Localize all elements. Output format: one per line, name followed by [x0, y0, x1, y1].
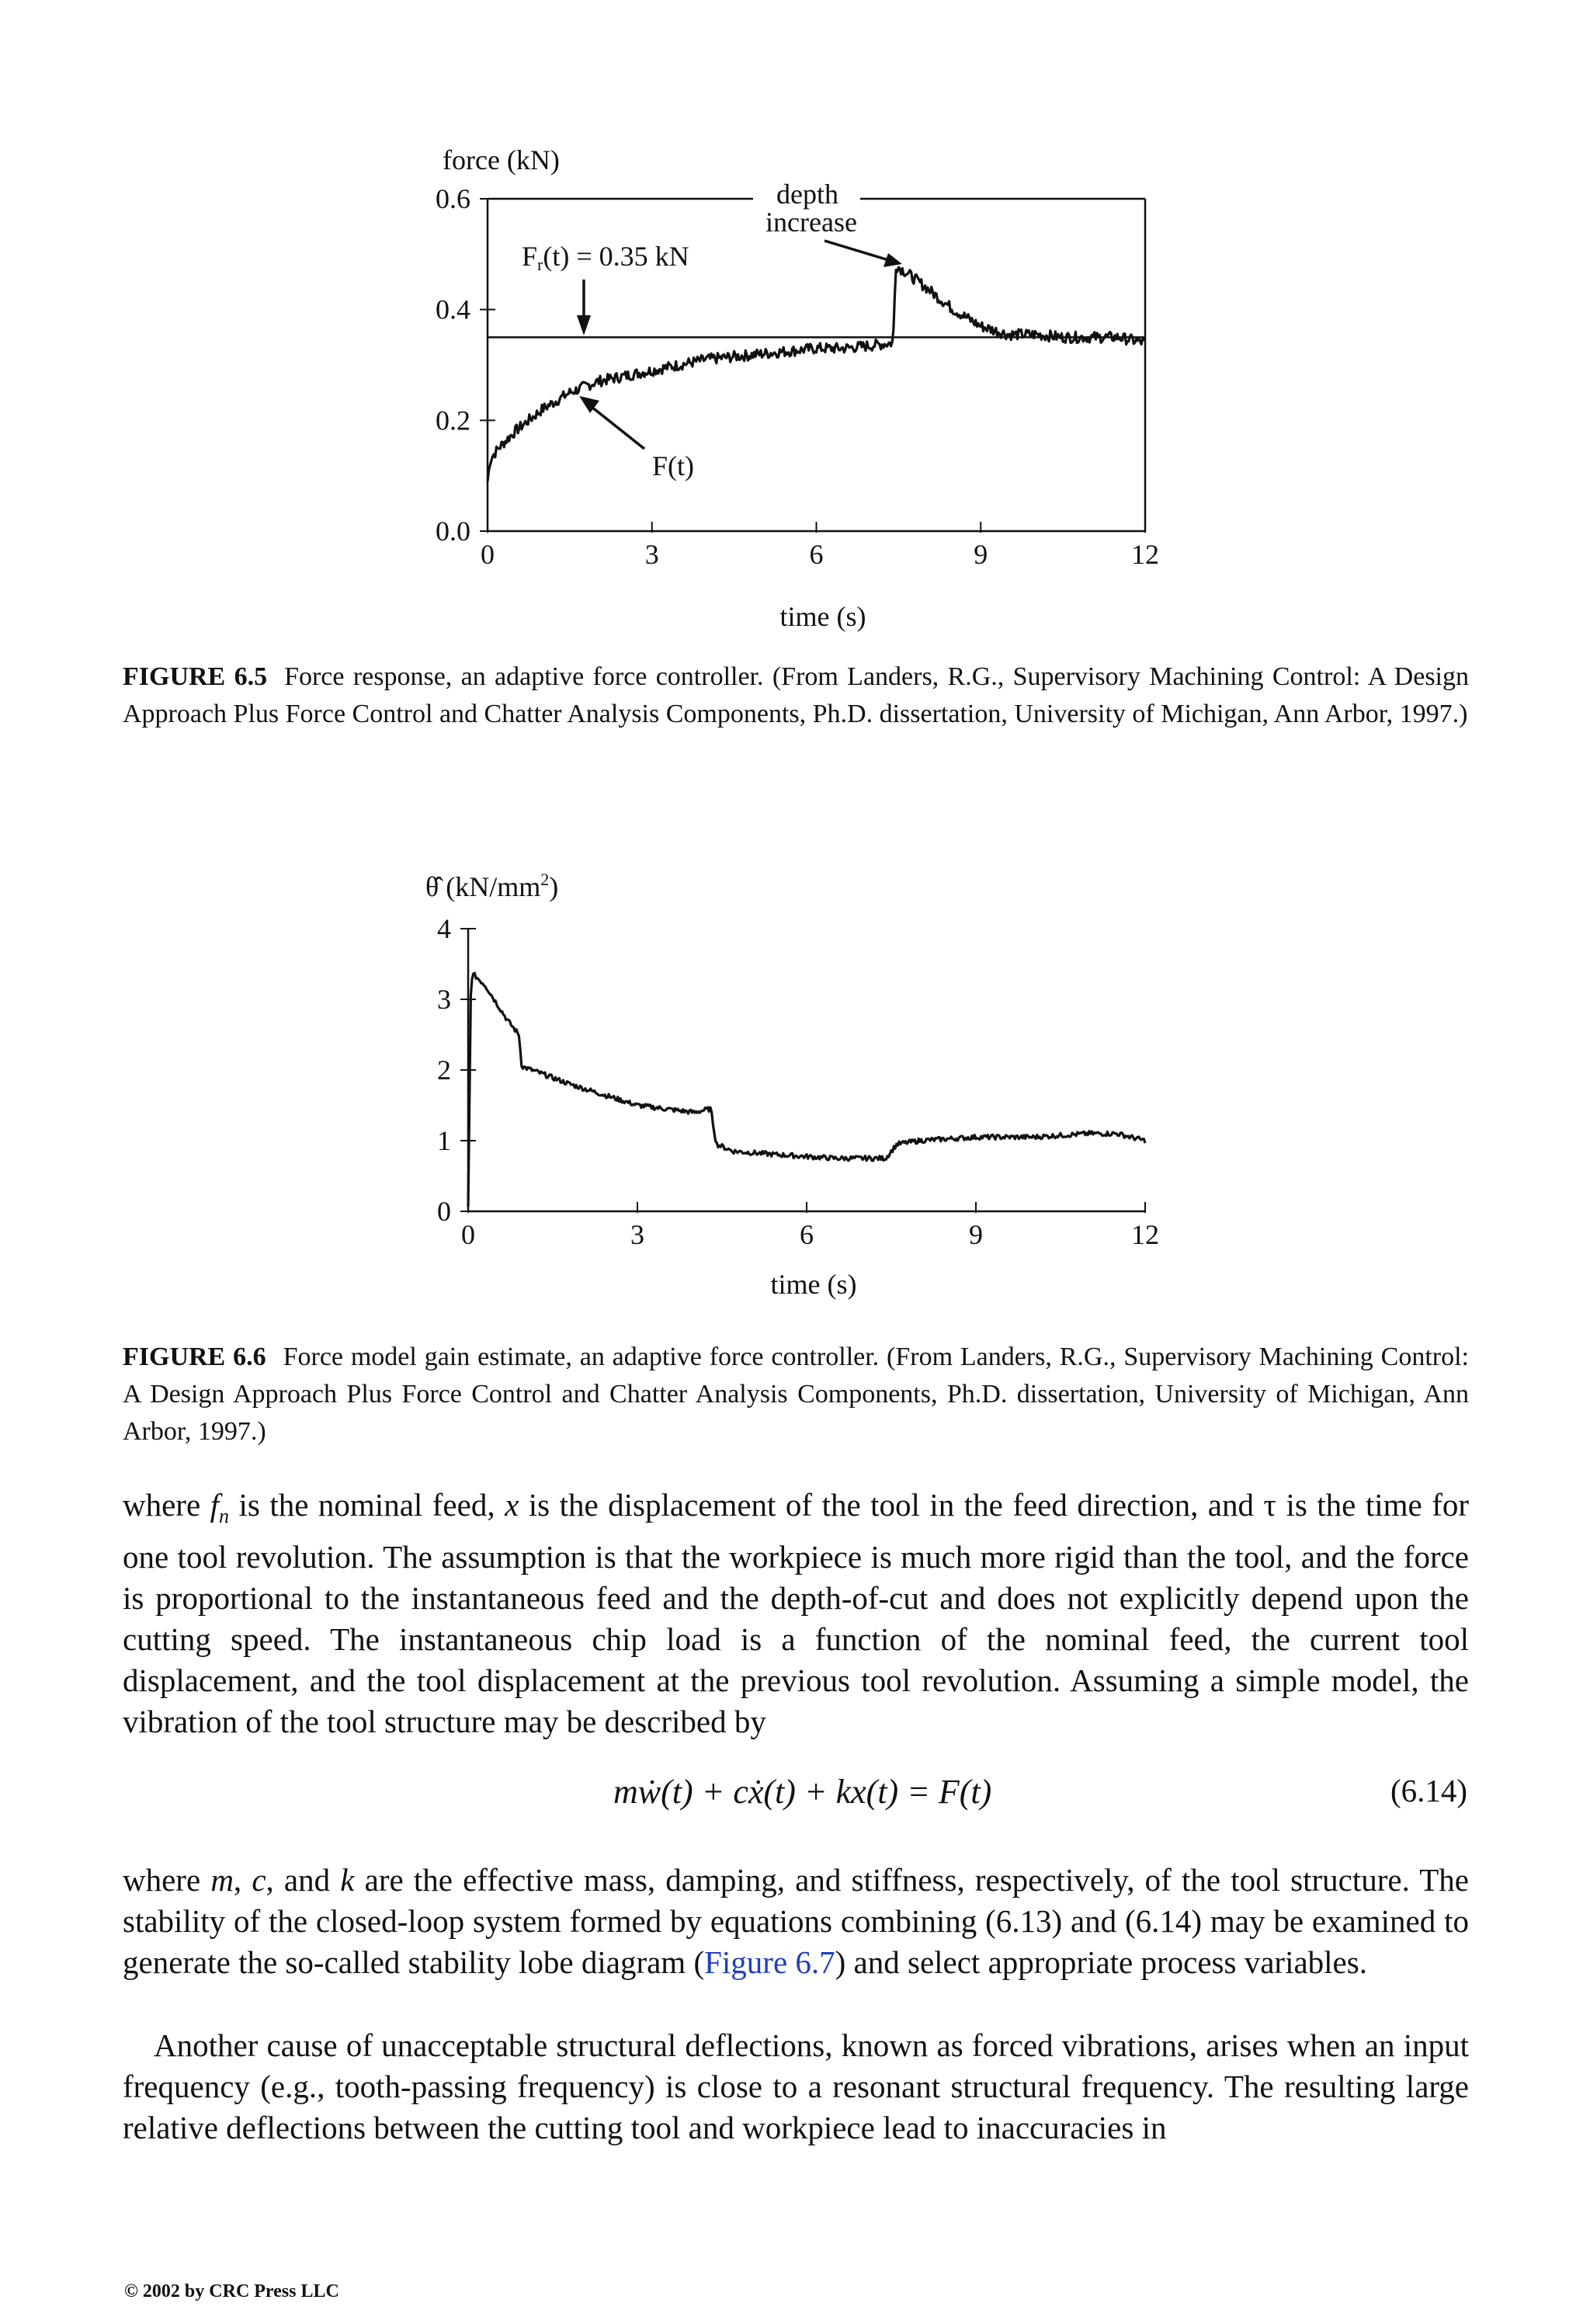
y-tick-label: 2: [437, 1054, 451, 1086]
x-tick-label: 9: [974, 539, 988, 570]
x-tick-label: 3: [644, 539, 659, 570]
figure-6-5-chart: [0, 124, 1590, 637]
y-tick-label: 3: [437, 984, 451, 1015]
text: , and: [266, 1862, 341, 1898]
annotation-force-label: F(t): [652, 450, 694, 481]
y-tick-label: 0: [437, 1196, 451, 1227]
gain-estimate-plot: [0, 854, 1590, 1320]
figure-6-6-caption: [123, 1339, 1469, 1450]
math-fn: $f_n$: [210, 1487, 230, 1528]
x-axis-label: time (s): [770, 1269, 857, 1300]
caption-text: Force response, an adaptive force controller. (From Landers, R.G., Supervisory Machining Control: A Design Approach Plus Force Control and Chatter Analysis Components, Ph.D. dissertation, University of Michigan, Ann Arbor, 1997.): [123, 662, 1470, 728]
caption-text: Force model gain estimate, an adaptive force controller. (From Landers, R.G., Supervisory Machining Control: A Design Approach Plus Force Control and Chatter Analysis Components, Ph.D. dissertation, University of Michigan, Ann Arbor, 1997.): [123, 1343, 1470, 1446]
text: ) and select appropriate process variables.: [835, 1944, 1367, 1980]
equation-6-14: [0, 1772, 1590, 1819]
text: are the effective mass, damping, and stiffness, respectively, of the tool structure. The stability of the closed-loop system formed by equations combining (6.13) and (6.14) may be examined to generate the so-called stability lobe diagram (: [123, 1862, 1469, 1980]
figure-6-6-chart: [0, 854, 1590, 1320]
arrowhead-reference: [577, 315, 591, 335]
text: where: [123, 1862, 211, 1898]
paragraph-stability: [123, 1860, 1469, 1983]
x-tick-label: 0: [461, 1219, 475, 1250]
y-tick-label: 4: [437, 913, 451, 944]
annotation-reference-force: Fr(t) = 0.35 kN: [522, 241, 689, 274]
equation-expression: mẇ(t) + cẋ(t) + kx(t) = F(t): [613, 1773, 992, 1811]
y-axis-label: force (kN): [443, 144, 560, 175]
figure-6-7-link[interactable]: Figure 6.7: [704, 1944, 835, 1980]
paragraph-chip-load: [123, 1485, 1469, 1742]
plot-lines: [468, 929, 1145, 1211]
data-series-line: [488, 267, 1145, 481]
math-x: x: [505, 1487, 519, 1523]
y-tick-label: 0.6: [436, 183, 470, 214]
x-tick-label: 9: [969, 1219, 983, 1250]
text: is the nominal feed,: [229, 1487, 505, 1523]
x-tick-label: 6: [800, 1219, 814, 1250]
arrow-depth-increase: [825, 241, 891, 261]
annotation-depth-increase-line1: depth: [776, 179, 838, 210]
text: ,: [233, 1862, 252, 1898]
y-tick-label: 1: [437, 1125, 451, 1156]
x-tick-label: 0: [481, 539, 495, 570]
y-axis-label: θ̂ $(kN/mm^2)$: [425, 870, 559, 902]
arrowhead-depth-increase: [884, 253, 902, 267]
text: Another cause of unacceptable structural deflections, known as forced vibrations, arises when an input frequency (e.g., tooth-passing frequency) is close to a resonant structural frequency. The resulting large relative deflections between the cutting tool and workpiece lead to inaccuracies in: [123, 2027, 1469, 2145]
caption-label: FIGURE 6.5: [123, 662, 268, 691]
x-tick-label: 3: [630, 1219, 644, 1250]
text: where: [123, 1487, 210, 1523]
paragraph-forced-vibrations: [123, 2025, 1469, 2149]
x-axis-label: time (s): [779, 601, 866, 632]
text: is the displacement of the tool in the feed direction, and τ is the time for one tool revolution. The assumption is that the workpiece is much more rigid than the tool, and the force is proportional to the instantaneous feed and the depth-of-cut and does not explicitly depend upon the cutting speed. The instantaneous chip load is a function of the nominal feed, the current tool displacement, and the tool displacement at the previous tool revolution. Assuming a simple model, the vibration of the tool structure may be described by: [123, 1487, 1469, 1740]
caption-label: FIGURE 6.6: [123, 1343, 266, 1371]
arrow-force: [592, 407, 644, 449]
math-k: k: [340, 1862, 355, 1898]
copyright-footer: © 2002 by CRC Press LLC: [124, 2281, 339, 2301]
x-tick-label: 6: [809, 539, 824, 570]
figure-6-5-caption: [123, 658, 1469, 733]
data-series-line: [468, 973, 1145, 1207]
math-m: m: [210, 1862, 234, 1898]
force-response-plot: [0, 124, 1590, 637]
y-tick-label: 0.2: [436, 405, 470, 436]
y-tick-label: 0.4: [436, 294, 470, 325]
annotation-depth-increase-line2: increase: [765, 207, 857, 238]
math-c: c: [252, 1862, 266, 1898]
axis-ticks: [437, 913, 1159, 1250]
x-tick-label: 12: [1131, 1219, 1159, 1250]
x-tick-label: 12: [1131, 539, 1159, 570]
equation-number: (6.14): [1390, 1773, 1467, 1808]
y-tick-label: 0.0: [436, 516, 470, 547]
